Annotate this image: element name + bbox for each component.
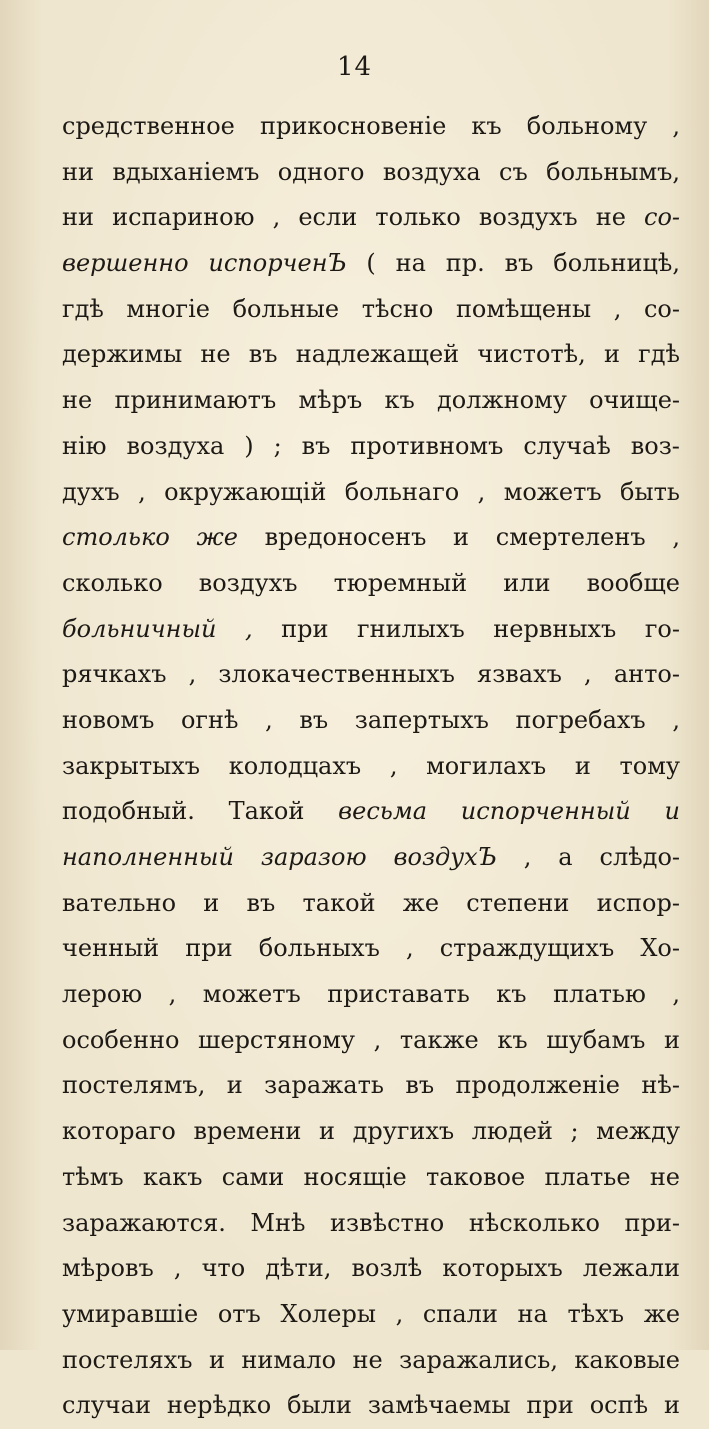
italic-word: воздухЪ bbox=[393, 843, 497, 871]
word: , bbox=[272, 203, 281, 232]
word: можетъ bbox=[202, 980, 301, 1009]
word: на bbox=[517, 1299, 548, 1328]
word: испор- bbox=[596, 888, 680, 917]
word: Холеры bbox=[280, 1299, 376, 1328]
word: очище- bbox=[589, 386, 680, 415]
text-line bbox=[62, 1063, 680, 1109]
word: , bbox=[395, 1299, 404, 1328]
word: въ bbox=[504, 249, 534, 278]
word: сами bbox=[221, 1162, 285, 1191]
word: больнаго bbox=[344, 477, 460, 506]
word: съ bbox=[499, 157, 528, 186]
word: при bbox=[526, 1391, 574, 1420]
word: , bbox=[672, 705, 680, 734]
word: принимаютъ bbox=[114, 386, 277, 415]
italic-word: испорченЪ bbox=[208, 249, 347, 278]
italic-word: наполненный bbox=[62, 843, 234, 871]
word: колодцахъ bbox=[228, 751, 362, 780]
word: гнилыхъ bbox=[357, 614, 465, 643]
word: вдыханіемъ bbox=[112, 157, 260, 186]
word: , bbox=[584, 660, 592, 689]
word: многіе bbox=[126, 294, 210, 323]
word: злокачественныхъ bbox=[218, 660, 455, 689]
word: , bbox=[173, 1254, 182, 1283]
word: вательно bbox=[62, 888, 177, 917]
word: мѣровъ bbox=[62, 1254, 154, 1283]
word: больному bbox=[526, 112, 648, 140]
word: были bbox=[287, 1391, 352, 1420]
word: также bbox=[399, 1025, 479, 1054]
word: огнѣ bbox=[180, 705, 239, 734]
word: должному bbox=[437, 386, 567, 415]
word: тѣсно bbox=[361, 294, 434, 323]
word: , bbox=[265, 705, 273, 734]
word: прикосновеніе bbox=[259, 112, 447, 140]
word: воз- bbox=[630, 431, 680, 460]
word: средственное bbox=[62, 112, 235, 140]
word: случаи bbox=[62, 1391, 151, 1420]
word: , bbox=[672, 112, 680, 140]
page-number: 14 bbox=[336, 52, 373, 82]
word: и bbox=[318, 1117, 335, 1146]
italic-word: заразою bbox=[260, 843, 367, 871]
word: и bbox=[603, 340, 620, 369]
word: не bbox=[352, 1345, 383, 1374]
word: платью bbox=[553, 980, 646, 1009]
word: воздуха bbox=[126, 431, 225, 460]
text-line bbox=[62, 972, 680, 1018]
word: къ bbox=[496, 980, 527, 1009]
word: особенно bbox=[62, 1025, 180, 1054]
word: при bbox=[185, 934, 233, 963]
word: постелямъ, bbox=[62, 1071, 206, 1100]
word: оспѣ bbox=[589, 1391, 649, 1420]
italic-word: весьма bbox=[338, 797, 428, 826]
word: замѣчаемы bbox=[367, 1391, 511, 1420]
word: погребахъ bbox=[515, 705, 646, 734]
word: и bbox=[226, 1071, 243, 1100]
word: больныхъ bbox=[258, 934, 380, 963]
word: и bbox=[663, 1391, 680, 1420]
text-line bbox=[62, 835, 680, 881]
italic-word: и bbox=[664, 797, 680, 826]
word: помѣщены bbox=[455, 294, 592, 323]
word: , bbox=[672, 980, 680, 1009]
word: гдѣ bbox=[62, 294, 104, 323]
word: ( bbox=[366, 249, 376, 278]
word: шубамъ bbox=[546, 1025, 646, 1054]
word: вообще bbox=[586, 568, 680, 597]
text-line bbox=[62, 378, 680, 424]
word: нѣсколько bbox=[468, 1208, 600, 1237]
word: больнымъ, bbox=[546, 157, 680, 186]
word: заражать bbox=[264, 1071, 384, 1100]
text-line bbox=[62, 1383, 680, 1429]
word: если bbox=[298, 203, 358, 232]
text-line bbox=[62, 515, 680, 561]
word: платье bbox=[544, 1162, 631, 1191]
word: ченный bbox=[62, 934, 160, 963]
word: лежали bbox=[582, 1254, 680, 1283]
word: лерою bbox=[62, 980, 143, 1009]
word: , bbox=[613, 294, 622, 323]
word: можетъ bbox=[503, 477, 602, 506]
word: , bbox=[477, 477, 486, 506]
body-text bbox=[62, 104, 680, 1429]
word: людей bbox=[471, 1117, 553, 1146]
word: мѣръ bbox=[298, 386, 363, 415]
word: шерстяному bbox=[198, 1025, 356, 1054]
word: , bbox=[405, 934, 414, 963]
word: въ bbox=[301, 431, 331, 460]
word: тюремный bbox=[333, 568, 468, 597]
word: дѣти, bbox=[265, 1254, 332, 1283]
word: новомъ bbox=[62, 705, 155, 734]
italic-word: вершенно bbox=[62, 249, 189, 278]
word: запертыхъ bbox=[354, 705, 489, 734]
italic-word: испорченный bbox=[460, 797, 631, 826]
word: , bbox=[389, 751, 398, 780]
word: рячкахъ bbox=[62, 660, 167, 689]
word: такой bbox=[302, 888, 376, 917]
word: Такой bbox=[228, 797, 305, 826]
word: ни bbox=[62, 157, 94, 186]
word: и bbox=[203, 888, 220, 917]
word: отъ bbox=[217, 1299, 261, 1328]
word: , bbox=[188, 660, 197, 689]
word: ) bbox=[244, 431, 254, 460]
word: го- bbox=[644, 614, 680, 643]
word: не bbox=[62, 386, 93, 415]
text-line bbox=[62, 1292, 680, 1338]
word: продолженіе bbox=[455, 1071, 620, 1100]
text-line bbox=[62, 1338, 680, 1384]
text-line bbox=[62, 195, 680, 241]
word: при- bbox=[624, 1208, 680, 1237]
text-line bbox=[62, 1109, 680, 1155]
word: на bbox=[395, 249, 426, 278]
word: носящіе bbox=[303, 1162, 407, 1191]
word: нимало bbox=[241, 1345, 337, 1374]
word: спали bbox=[422, 1299, 498, 1328]
word: гдѣ bbox=[638, 340, 680, 369]
word: же bbox=[402, 888, 440, 917]
word: къ bbox=[497, 1025, 528, 1054]
word: анто- bbox=[613, 660, 680, 689]
word: заражались, bbox=[399, 1345, 558, 1374]
word: возлѣ bbox=[351, 1254, 423, 1283]
word: тому bbox=[619, 751, 680, 780]
word: вредоносенъ bbox=[264, 523, 427, 552]
text-line bbox=[62, 470, 680, 516]
italic-word: со- bbox=[644, 203, 680, 232]
word: тѣмъ bbox=[62, 1162, 124, 1191]
word: въ bbox=[405, 1071, 435, 1100]
italic-word: же bbox=[196, 523, 238, 552]
word: слѣдо- bbox=[599, 843, 680, 871]
word: же bbox=[643, 1299, 680, 1328]
word: , bbox=[168, 980, 177, 1009]
word: въ bbox=[246, 888, 276, 917]
word: пр. bbox=[445, 249, 485, 278]
word: ; bbox=[570, 1117, 579, 1146]
word: только bbox=[375, 203, 461, 232]
word: противномъ bbox=[350, 431, 504, 460]
word: , bbox=[138, 477, 146, 506]
text-line bbox=[62, 287, 680, 333]
word: умиравшіе bbox=[62, 1299, 199, 1328]
word: больницѣ, bbox=[553, 249, 680, 278]
text-line bbox=[62, 1155, 680, 1201]
word: къ bbox=[384, 386, 415, 415]
text-line bbox=[62, 652, 680, 698]
word: язвахъ bbox=[477, 660, 562, 689]
word: что bbox=[201, 1254, 246, 1283]
word: и bbox=[208, 1345, 225, 1374]
text-line bbox=[62, 561, 680, 607]
italic-word: больничный bbox=[62, 614, 217, 643]
word: окружающій bbox=[164, 477, 327, 506]
word: случаѣ bbox=[523, 431, 611, 460]
italic-word: столько bbox=[62, 523, 170, 552]
word: тѣхъ bbox=[567, 1299, 625, 1328]
word: не bbox=[595, 203, 626, 232]
word: или bbox=[503, 568, 551, 597]
text-line bbox=[62, 881, 680, 927]
text-line bbox=[62, 744, 680, 790]
text-line bbox=[62, 424, 680, 470]
word: каковые bbox=[574, 1345, 680, 1374]
word: между bbox=[596, 1117, 680, 1146]
word: воздухъ bbox=[478, 203, 578, 232]
word: больные bbox=[232, 294, 340, 323]
text-line bbox=[62, 698, 680, 744]
word: , bbox=[523, 843, 532, 871]
word: , bbox=[373, 1025, 382, 1054]
word: извѣстно bbox=[330, 1208, 445, 1237]
word: степени bbox=[466, 888, 570, 917]
word: надлежащей bbox=[295, 340, 460, 369]
word: нерѣдко bbox=[166, 1391, 272, 1420]
text-line bbox=[62, 1018, 680, 1064]
text-line bbox=[62, 332, 680, 378]
word: чистотѣ, bbox=[477, 340, 586, 369]
word: заражаются. bbox=[62, 1208, 226, 1237]
text-line bbox=[62, 607, 680, 653]
text-line bbox=[62, 1201, 680, 1247]
word: приставать bbox=[327, 980, 470, 1009]
word: Мнѣ bbox=[250, 1208, 306, 1237]
word: смертеленъ bbox=[495, 523, 646, 552]
word: въ bbox=[248, 340, 278, 369]
word: при bbox=[281, 614, 329, 643]
word: въ bbox=[299, 705, 329, 734]
word: могилахъ bbox=[426, 751, 547, 780]
word: ; bbox=[273, 431, 282, 460]
word: какъ bbox=[142, 1162, 203, 1191]
word: духъ bbox=[62, 477, 120, 506]
word: нію bbox=[62, 431, 107, 460]
word: нервныхъ bbox=[493, 614, 617, 643]
word: закрытыхъ bbox=[62, 751, 201, 780]
word: , bbox=[672, 523, 680, 552]
word: къ bbox=[471, 112, 502, 140]
word: и bbox=[664, 1025, 680, 1054]
text-line bbox=[62, 789, 680, 835]
word: времени bbox=[193, 1117, 302, 1146]
word: со- bbox=[643, 294, 680, 323]
word: воздуха bbox=[382, 157, 481, 186]
word: ни bbox=[62, 203, 94, 232]
text-line bbox=[62, 150, 680, 196]
text-line bbox=[62, 1246, 680, 1292]
word: а bbox=[558, 843, 573, 871]
word: страждущихъ bbox=[439, 934, 615, 963]
word: Хо- bbox=[640, 934, 680, 963]
word: держимы bbox=[62, 340, 183, 369]
word: воздухъ bbox=[198, 568, 298, 597]
word: котораго bbox=[62, 1117, 176, 1146]
text-line bbox=[62, 241, 680, 287]
word: нѣ- bbox=[641, 1071, 680, 1100]
word: которыхъ bbox=[442, 1254, 563, 1283]
word: одного bbox=[277, 157, 365, 186]
word: сколько bbox=[62, 568, 163, 597]
word: подобный. bbox=[62, 797, 195, 826]
word: быть bbox=[620, 477, 680, 506]
text-line bbox=[62, 926, 680, 972]
word: испариною bbox=[112, 203, 255, 232]
word: таковое bbox=[425, 1162, 526, 1191]
word: другихъ bbox=[352, 1117, 455, 1146]
word: постеляхъ bbox=[62, 1345, 193, 1374]
text-line bbox=[62, 104, 680, 150]
italic-word: , bbox=[244, 614, 253, 643]
word: не bbox=[649, 1162, 680, 1191]
word: не bbox=[200, 340, 231, 369]
word: и bbox=[574, 751, 591, 780]
word: и bbox=[453, 523, 470, 552]
